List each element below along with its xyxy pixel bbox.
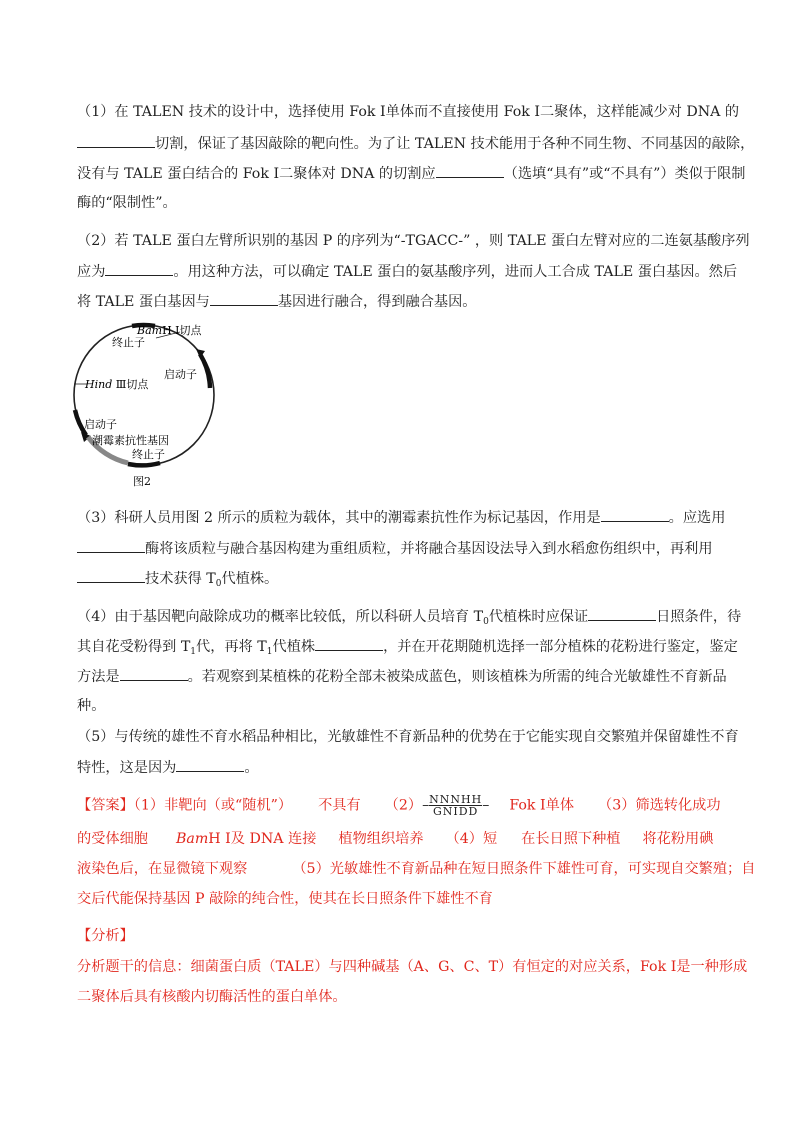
q5-line-1: （5）与传统的雄性不育水稻品种相比，光敏雄性不育新品种的优势在于它能实现自交繁殖并保留雄性不育 [77, 729, 739, 745]
promoter-right-label: 启动子 [164, 368, 197, 381]
q2-line-2: 应为 。用这种方法，可以确定 TALE 蛋白的氨基酸序列，进而人工合成 TALE 蛋白基因。然后 [77, 261, 737, 282]
figure-caption: 图2 [133, 475, 151, 488]
answer-line-3: 液染色后，在显微镜下观察 （5）光敏雄性不育新品种在短日照条件下雄性可育，可实现自交繁殖；自 [77, 861, 756, 877]
answer-blank[interactable] [77, 133, 155, 148]
q4-line-2: 其自花受粉得到 $T_1$代，再将 $T_1$代植株 ，并在开花期随机选择一部分植株的花粉进行鉴定，鉴定 [77, 636, 738, 662]
bamh-site-label: BamH Ⅰ切点 [137, 324, 202, 337]
hygromycin-label: 潮霉素抗性基因 [92, 434, 169, 447]
terminator-segment-bottom [128, 463, 160, 465]
answer-blank[interactable] [120, 666, 188, 681]
q3-line-1: （3）科研人员用图 2 所示的质粒为载体，其中的潮霉素抗性作为标记基因，作用是 。应选用 [77, 507, 725, 528]
q1-line-2: 切割，保证了基因敲除的靶向性。为了让 TALEN 技术能用于各种不同生物、不同基因的敲除， [77, 133, 754, 154]
q5-line-2: 特性，这是因为 。 [77, 757, 259, 778]
answer-blank[interactable] [588, 606, 656, 621]
answer-label: 【答案】 [77, 797, 134, 814]
answer-blank[interactable] [105, 261, 173, 276]
answer-line-2: 的受体细胞 BamH Ⅰ及 DNA 连接 植物组织培养 （4）短 在长日照下种植 将花粉用碘 [77, 831, 714, 847]
q2-line-1: （2）若 TALE 蛋白左臂所识别的基因 P 的序列为“-TGACC-” ，则 TALE 蛋白左臂对应的二连氨基酸序列 [77, 233, 750, 249]
analysis-line-2: 二聚体后具有核酸内切酶活性的蛋白单体。 [77, 989, 347, 1005]
terminator-bottom-label: 终止子 [132, 448, 165, 461]
q4-line-1: （4）由于基因靶向敲除成功的概率比较低，所以科研人员培育 $T_0$代植株时应保证 日照条件，待 [77, 606, 741, 632]
promoter-left-label: 启动子 [84, 418, 117, 431]
plasmid-figure [60, 318, 250, 490]
q4-line-4: 种。 [77, 698, 106, 714]
answer-blank[interactable] [315, 636, 383, 651]
answer-blank[interactable] [176, 757, 244, 772]
analysis-line-1: 分析题干的信息：细菌蛋白质（TALE）与四种碱基（A、G、C、T）有恒定的对应关系，Fok Ⅰ是一种形成 [77, 959, 748, 975]
answer-line-4: 交后代能保持基因 P 敲除的纯合性，使其在长日照条件下雄性不育 [77, 891, 493, 907]
q4-line-3: 方法是 。若观察到某植株的花粉全部未被染成蓝色，则该植株为所需的纯合光敏雄性不育新品 [77, 666, 727, 687]
answer-blank[interactable] [77, 568, 145, 583]
terminator-top-label: 终止子 [112, 336, 145, 349]
amino-acid-sequence: NNNHH GNIDD [429, 793, 483, 818]
q2-line-3: 将 TALE 蛋白基因与 基因进行融合，得到融合基因。 [77, 291, 477, 312]
q1-line-1: （1）在 TALEN 技术的设计中，选择使用 Fok Ⅰ单体而不直接使用 Fok Ⅰ二聚体，这样能减少对 DNA 的 [77, 104, 740, 120]
answer-blank[interactable] [77, 538, 145, 553]
hind-site-label: Hind Ⅲ切点 [85, 378, 149, 391]
answer-blank[interactable] [436, 163, 504, 178]
answer-blank[interactable] [210, 291, 278, 306]
q3-line-2: 酶将该质粒与融合基因构建为重组质粒，并将融合基因设法导入到水稻愈伤组织中，再利用 [77, 538, 713, 559]
answer-blank[interactable] [601, 507, 669, 522]
promoter-segment-right [200, 354, 210, 388]
answer-line-1: 【答案】（1）非靶向（或“随机”） 不具有 （2）– NNNHH GNIDD – Fok Ⅰ单体 （3）筛选转化成功 [77, 793, 721, 818]
q1-line-3: 没有与 TALE 蛋白结合的 Fok Ⅰ二聚体对 DNA 的切割应 （选填“具有”或“不具有”）类似于限制 [77, 163, 745, 184]
q3-line-3: 技术获得 $T_0$代植株。 [77, 568, 278, 594]
q1-line-4: 酶的“限制性”。 [77, 195, 177, 211]
analysis-label: 【分析】 [77, 928, 134, 944]
